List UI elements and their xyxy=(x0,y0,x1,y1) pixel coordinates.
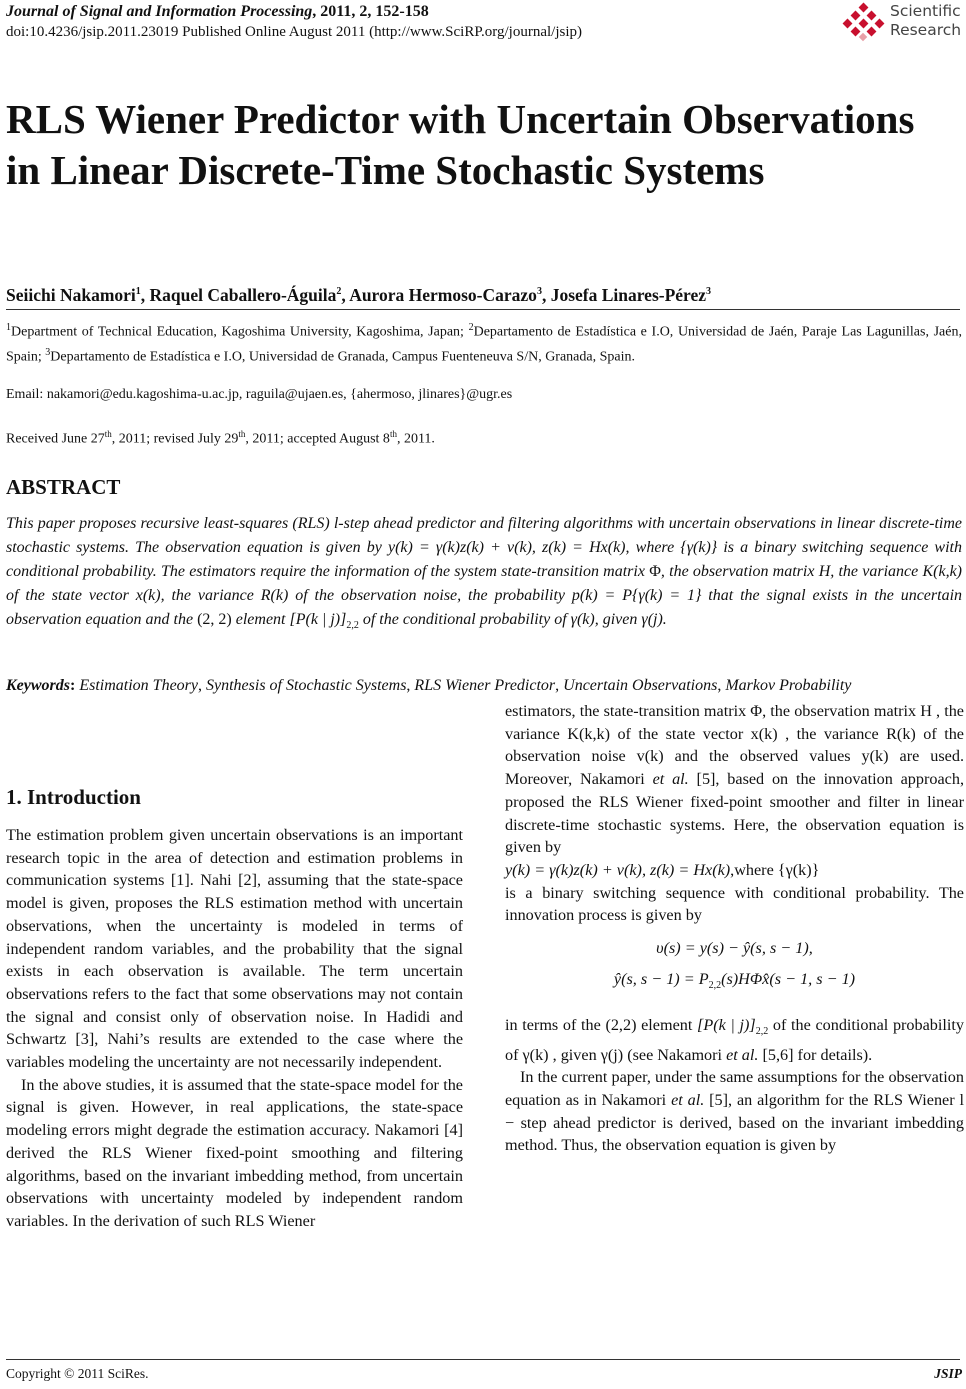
author-divider xyxy=(6,309,960,310)
received-text: , 2011. xyxy=(396,431,435,447)
email-line: Email: nakamori@edu.kagoshima-u.ac.jp, raguila@ujaen.es, {ahermoso, jlinares}@ugr.es xyxy=(6,387,513,402)
ordinal-sup: th xyxy=(389,429,397,439)
inline-equation: {γ(k)} xyxy=(680,539,718,556)
ordinal-sup: th xyxy=(104,429,112,439)
keyword-item: Estimation Theory xyxy=(79,677,198,694)
received-text: , 2011; revised July 29 xyxy=(111,431,239,447)
publisher-logo xyxy=(842,2,962,42)
equation: (s)HΦx̂(s − 1, s − 1) xyxy=(721,969,856,988)
inline-equation: R(k) xyxy=(260,587,289,604)
keywords-colon: : xyxy=(70,677,80,694)
author-separator: , xyxy=(541,284,551,305)
affil-text: Departamento de Estadística e I.O, Universidad de Jaén, Paraje Las Lagunillas, Jaén, Spain; xyxy=(6,324,962,365)
keyword-item: Synthesis of Stochastic Systems xyxy=(206,677,407,694)
author-name: Josefa Linares-Pérez xyxy=(550,284,707,305)
abstract-text: , the observation matrix xyxy=(660,563,819,580)
keywords: Keywords: Estimation Theory, Synthesis of Stochastic Systems, RLS Wiener Predictor, Uncertain Observations, Markov Probability xyxy=(6,677,852,694)
journal-name: Journal of Signal and Information Processing xyxy=(6,3,313,20)
section-heading: 1. Introduction xyxy=(6,785,141,809)
affil-sup: 2 xyxy=(468,322,474,333)
inline-equation: K(k,k) xyxy=(922,563,962,580)
author-affil-sup: 2 xyxy=(336,286,342,297)
right-column xyxy=(505,700,964,1157)
keyword-item: Uncertain Observations xyxy=(563,677,718,694)
paper-title: RLS Wiener Predictor with Uncertain Observations in Linear Discrete-Time Stochastic Systems xyxy=(6,96,915,193)
abstract-text: , where xyxy=(625,539,681,556)
paragraph-text: [5], an algorithm for the RLS Wiener l − step ahead predictor is derived, based on the invariant imbedding method. Thus, the observation equation is given by xyxy=(505,1091,964,1155)
abstract-text: ) l-step ahead predictor and filtering algorithms with uncertain observations in linear discrete-time stochastic systems. The observation equation is given by xyxy=(6,515,963,556)
left-column xyxy=(6,824,463,1233)
equation-subscript: 2,2 xyxy=(346,620,359,632)
abstract-heading: ABSTRACT xyxy=(6,475,121,499)
affil-text: Departamento de Estadística e I.O, Universidad de Granada, Campus Fuenteneuva S/N, Granada, Spain. xyxy=(50,349,635,365)
abstract-text: of the state vector xyxy=(6,587,136,604)
abstract-text: , xyxy=(531,539,543,556)
innovation-equation-1: υ(s) = y(s) − ŷ(s, s − 1), xyxy=(656,939,813,958)
abstract-text: that the signal exists in the uncertain observation equation and the xyxy=(6,587,963,628)
equation-subscript: 2,2 xyxy=(708,979,722,991)
inline-equation: γ(k) xyxy=(570,611,595,628)
logo-line-research: Research xyxy=(890,21,962,39)
author-separator: , xyxy=(341,284,350,305)
paragraph: In the above studies, it is assumed that the state-space model for the signal is given. However, in real applications, the state-space modeling errors might degrade the estimation accuracy. Nakamori [4] derived the RLS Wiener fixed-point smoothing and filtering algorithms, based on the invariant imbedding method, from uncertain observations with uncertainty modeled by independent random variables. In the derivation of such RLS Wiener xyxy=(6,1075,463,1230)
inline-equation: y(k) = γ(k)z(k) + v(k) xyxy=(387,539,532,556)
footer-copyright: Copyright © 2011 SciRes. xyxy=(6,1366,149,1381)
inline-equation: H xyxy=(818,563,831,580)
inline-equation: [P(k | j)] xyxy=(289,611,347,628)
inline-equation: Φ xyxy=(649,563,661,580)
author-affil-sup: 1 xyxy=(135,286,141,297)
inline-equation: z(k) = Hx(k) xyxy=(542,539,626,556)
affil-sup: 1 xyxy=(6,322,11,333)
abstract-text: , the variance xyxy=(830,563,923,580)
abstract-text: , the variance xyxy=(160,587,261,604)
journal-header xyxy=(6,2,429,22)
abstract-text: of the observation noise, the probability xyxy=(288,587,572,604)
ordinal-sup: th xyxy=(238,429,246,439)
keyword-item: Markov Probability xyxy=(725,677,852,694)
equation: y(k) = γ(k)z(k) + v(k), z(k) = Hx(k) xyxy=(505,860,731,879)
paragraph-text: [5,6] for details). xyxy=(758,1045,873,1064)
affil-text: Department of Technical Education, Kagoshima University, Kagoshima, Japan; xyxy=(11,324,469,340)
inline-equation: p(k) = P{γ(k) = 1} xyxy=(571,587,702,604)
paragraph xyxy=(505,700,964,859)
paragraph-text: et al. xyxy=(671,1091,705,1110)
paragraph: is a binary switching sequence with conditional probability. The innovation process is given by xyxy=(505,883,964,925)
affil-sup: 3 xyxy=(45,346,51,358)
logo-line-scientific: Scientific xyxy=(890,2,961,20)
paragraph-text: et al. xyxy=(726,1045,759,1064)
paragraph xyxy=(505,1014,964,1067)
logo-text xyxy=(890,2,961,40)
scirp-logo-icon xyxy=(842,2,886,42)
author-affil-sup: 3 xyxy=(536,286,542,297)
innovation-equation-2 xyxy=(505,968,964,998)
paragraph-text: estimators, the state-transition matrix Φ, the observation matrix H , the variance K(k,k) of the state vector x(k) , the variance R(k) of the observation noise v(k) and the observed values y(k) are used. Moreover, Nakamori xyxy=(505,702,964,789)
abstract-body xyxy=(6,512,962,638)
inline-equation: [P(k | j)] xyxy=(697,1015,756,1034)
equation: ,where {γ(k)} xyxy=(730,860,820,879)
paragraph-text: In the current paper, under the same assumptions for the observation equation as in Nakamori xyxy=(505,1068,964,1110)
author-name: Aurora Hermoso-Carazo xyxy=(349,284,537,305)
paragraph-text: [5], based on the innovation approach, proposed the RLS Wiener fixed-point smoother and filter in linear discrete-time stochastic systems. Here, the observation equation is given by xyxy=(505,770,964,857)
footer-journal: JSIP xyxy=(934,1366,962,1381)
inline-equation: x(k) xyxy=(135,587,161,604)
abstract-text: This paper proposes recursive least-squares ( xyxy=(6,515,298,532)
equation: ŷ(s, s − 1) = P xyxy=(613,969,709,988)
paragraph-text: et al. xyxy=(652,770,689,789)
author-affil-sup: 3 xyxy=(706,286,712,297)
inline-equation: (2, 2) xyxy=(197,611,232,628)
author-separator: , xyxy=(140,284,150,305)
footer-divider xyxy=(6,1359,960,1360)
journal-issue: , 2011, 2, 152-158 xyxy=(312,3,429,20)
paragraph: The estimation problem given uncertain observations is an important research topic in the area of detection and estimation problems in communication systems [1]. Nahi [2], assuming that the state-space model is given, proposes the RLS estimation method with uncertain observations, when the uncertainty is modeled in terms of independent random variables, and the probability that the signal exists in each observation is available. The term uncertain observations refers to the fact that some observations may not contain the signal and consist only of observation noise. In Hadidi and Schwartz [3], Nahi’s results are extended to the case where the variables modeling the uncertainty are not necessarily independent. xyxy=(6,826,463,1072)
author-list xyxy=(6,281,711,306)
received-text: , 2011; accepted August 8 xyxy=(245,431,390,447)
abstract-text: is a binary switching sequence with conditional probability. The estimators require the information of the system state-transition matrix xyxy=(6,539,962,580)
affiliations xyxy=(6,318,962,367)
paragraph-text: of the conditional probability of γ(k) , given γ(j) (see Nakamori xyxy=(505,1015,964,1064)
abstract-text: of the conditional probability of xyxy=(358,611,571,628)
received-dates xyxy=(6,424,435,450)
inline-equation: γ(j) xyxy=(641,611,663,628)
author-name: Seiichi Nakamori xyxy=(6,284,136,305)
paragraph xyxy=(505,1066,964,1157)
observation-equation xyxy=(505,859,964,882)
abstract-text: element xyxy=(231,611,290,628)
abstract-text: RLS xyxy=(297,515,325,532)
author-name: Raquel Caballero-Águila xyxy=(149,284,337,305)
keyword-item: RLS Wiener Predictor xyxy=(414,677,556,694)
equation-subscript: 2,2 xyxy=(755,1025,769,1037)
abstract-text: , given xyxy=(594,611,642,628)
received-text: Received June 27 xyxy=(6,431,105,447)
paragraph-text: in terms of the (2,2) element xyxy=(505,1015,698,1034)
doi-line: doi:10.4236/jsip.2011.23019 Published Online August 2011 (http://www.SciRP.org/journal/jsip) xyxy=(6,24,582,40)
abstract-text: . xyxy=(662,611,667,628)
keywords-label: Keywords xyxy=(6,677,70,694)
